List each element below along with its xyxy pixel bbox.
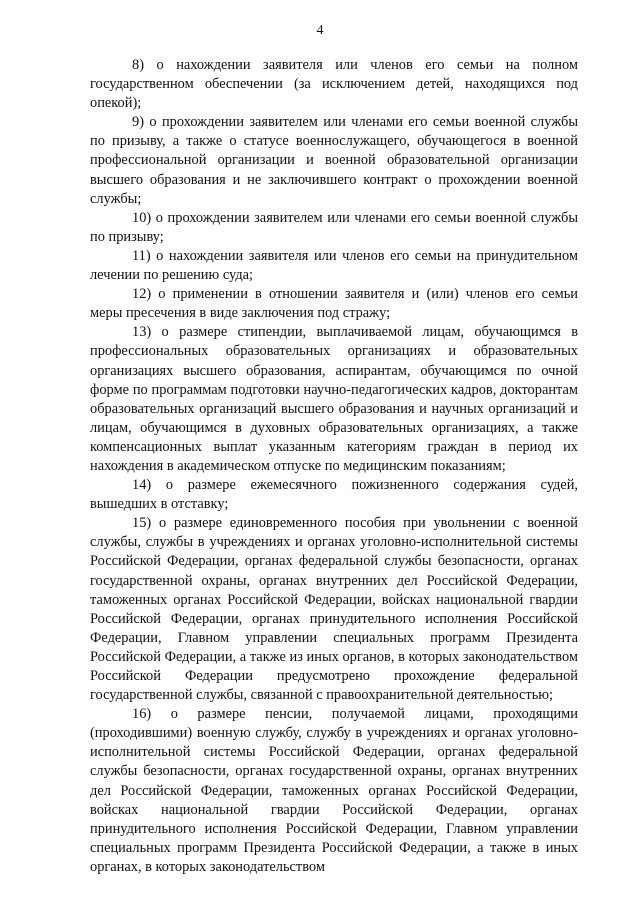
page-number: 4: [316, 23, 324, 38]
document-body: [90, 56, 578, 877]
list-item: 11) о нахождении заявителя или членов его семьи на принудительном лечении по решению суда;: [90, 247, 578, 284]
list-item: 8) о нахождении заявителя или членов его семьи на полном государственном обеспечении (за исключением детей, находящихся под опекой);: [90, 57, 578, 112]
list-item: 16) о размере пенсии, получаемой лицами, проходящими (проходившими) военную службу, службу в учреждениях и органах уголовно-исполнительной системы Российской Федерации, органах федеральной службы безопасности, органах государственной охраны, органах внутренних дел Российской Федерации, таможенных органах Российской Федерации, войсках национальной гвардии Российской Федерации, органах принудительного исполнения Российской Федерации, Главном управлении специальных программ Президента Российской Федерации, а также в иных органах, в которых законодательством: [90, 706, 578, 875]
list-item: 13) о размере стипендии, выплачиваемой лицам, обучающимся в профессиональных образовательных организациях и образовательных организациях высшего образования, аспирантам, обучающимся по очной форме по программам подготовки научно-педагогических кадров, докторантам образовательных организаций высшего образования и научных организаций и лицам, обучающимся в духовных образовательных организациях, а также компенсационных выплат указанным категориям граждан в период их нахождения в академическом отпуске по медицинским показаниям;: [90, 324, 578, 474]
list-item: 12) о применении в отношении заявителя и (или) членов его семьи меры пресечения в виде заключения под стражу;: [90, 286, 578, 322]
list-item: 9) о прохождении заявителем или членами его семьи военной службы по призыву, а также о статусе военнослужащего, обучающегося в военной профессиональной организации и военной образовательной организации высшего образования и не заключившего контракт о прохождении военной службы;: [90, 114, 578, 207]
list-item: 15) о размере единовременного пособия при увольнении с военной службы, службы в учреждениях и органах уголовно-исполнительной системы Российской Федерации, органах федеральной службы безопасности, органах государственной охраны, органах внутренних дел Российской Федерации, таможенных органах Российской Федерации, войсках национальной гвардии Российской Федерации, органах принудительного исполнения Российской Федерации, Главном управлении специальных программ Президента Российской Федерации, а также из иных органов, в которых законодательством Российской Федерации предусмотрено прохождение федеральной государственной службы, связанной с правоохранительной деятельностью;: [90, 515, 578, 704]
list-item: 14) о размере ежемесячного пожизненного содержания судей, вышедших в отставку;: [90, 477, 578, 513]
list-item: 10) о прохождении заявителем или членами его семьи военной службы по призыву;: [90, 209, 578, 245]
